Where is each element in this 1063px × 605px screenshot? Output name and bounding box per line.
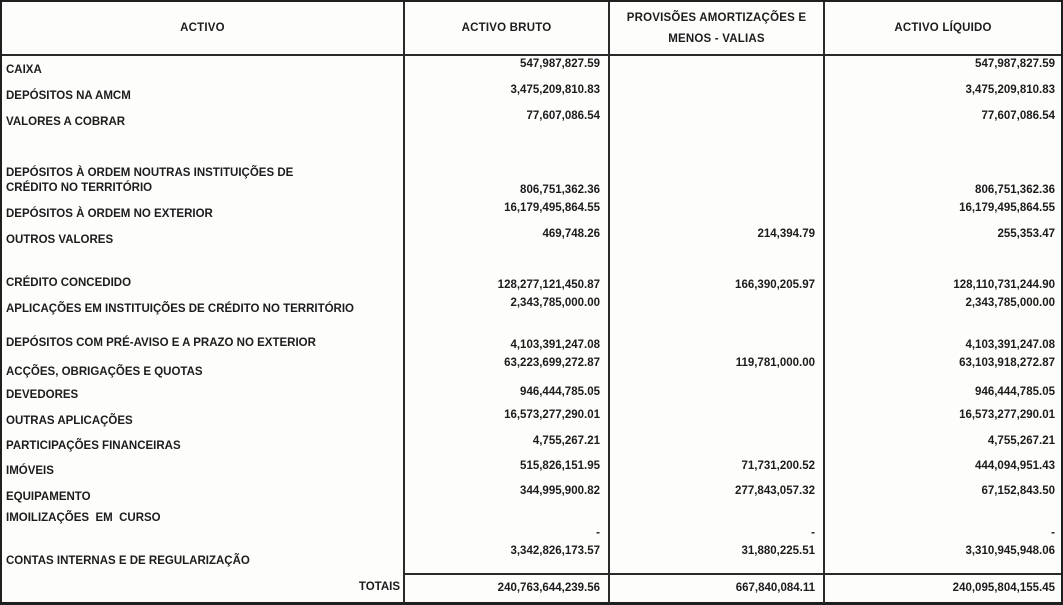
row-label: IMOILIZAÇÕES EM CURSO [6, 512, 161, 524]
row-provisoes [608, 200, 823, 226]
row-activo-liquido: 16,179,495,864.55 [823, 200, 1061, 226]
totals-activo-liquido: 240,095,804,155.45 [823, 573, 1061, 603]
row-activo-bruto: 469,748.26 [403, 226, 608, 252]
totals-label: TOTAIS [358, 580, 400, 593]
row-label: VALORES A COBRAR [6, 116, 126, 128]
table-row-contas-internas [2, 543, 1061, 573]
header-provisoes-line2: MENOS - VALIAS [668, 32, 765, 45]
row-activo-bruto: 63,223,699,272.87 [403, 355, 608, 384]
row-provisoes [608, 134, 823, 200]
row-label: DEPÓSITOS À ORDEM NOUTRAS INSTITUIÇÕES DE CRÉDITO NO TERRITÓRIO [6, 167, 297, 194]
row-activo-bruto: 3,342,826,173.57 [403, 543, 608, 573]
row-label: CONTAS INTERNAS E DE REGULARIZAÇÃO [6, 555, 250, 567]
totals-row [2, 573, 1061, 603]
row-label: CRÉDITO CONCEDIDO [6, 277, 132, 289]
row-label: DEPÓSITOS NA AMCM [6, 90, 131, 102]
table-row-outras-aplicacoes [2, 407, 1061, 433]
table-header-row [2, 2, 1061, 56]
row-activo-liquido: 4,755,267.21 [823, 433, 1061, 458]
table-row-equipamento [2, 483, 1061, 509]
row-label: PARTICIPAÇÕES FINANCEIRAS [6, 440, 181, 452]
table-row-aplicacoes-instituicoes [2, 295, 1061, 321]
row-activo-liquido: 63,103,918,272.87 [823, 355, 1061, 384]
row-provisoes [608, 295, 823, 321]
row-activo-liquido: 16,573,277,290.01 [823, 407, 1061, 433]
table-row-imobilizacoes-em-curso [2, 509, 1061, 543]
row-provisoes: 166,390,205.97 [608, 252, 823, 295]
table-row-credito-concedido [2, 252, 1061, 295]
row-label: ACÇÕES, OBRIGAÇÕES E QUOTAS [6, 366, 203, 378]
row-label: OUTRAS APLICAÇÕES [6, 415, 133, 427]
row-activo-liquido: 128,110,731,244.90 [823, 252, 1061, 295]
row-provisoes: 71,731,200.52 [608, 458, 823, 483]
row-label: DEPÓSITOS À ORDEM NO EXTERIOR [6, 208, 213, 220]
row-activo-bruto: 946,444,785.05 [403, 384, 608, 407]
row-provisoes [608, 108, 823, 134]
row-provisoes [608, 384, 823, 407]
header-activo-liquido-label: ACTIVO LÍQUIDO [894, 22, 992, 34]
table-row-devedores [2, 384, 1061, 407]
table-row-outros-valores [2, 226, 1061, 252]
row-activo-liquido: 547,987,827.59 [823, 56, 1061, 82]
row-provisoes [608, 407, 823, 433]
row-activo-bruto: 515,826,151.95 [403, 458, 608, 483]
row-activo-bruto: 3,475,209,810.83 [403, 82, 608, 108]
row-label: OUTROS VALORES [6, 234, 114, 246]
row-label: EQUIPAMENTO [6, 491, 91, 503]
row-activo-bruto: 16,573,277,290.01 [403, 407, 608, 433]
row-activo-liquido: 77,607,086.54 [823, 108, 1061, 134]
totals-provisoes: 667,840,084.11 [608, 573, 823, 603]
totals-activo-bruto: 240,763,644,239.56 [403, 573, 608, 603]
row-activo-liquido: 3,310,945,948.06 [823, 543, 1061, 573]
row-activo-liquido: - [823, 509, 1061, 543]
row-activo-liquido: 4,103,391,247.08 [823, 321, 1061, 355]
table-row-imoveis [2, 458, 1061, 483]
table-row-caixa [2, 56, 1061, 82]
row-provisoes [608, 321, 823, 355]
row-provisoes [608, 56, 823, 82]
header-activo-bruto-label: ACTIVO BRUTO [461, 22, 552, 34]
row-activo-bruto: 2,343,785,000.00 [403, 295, 608, 321]
header-activo-bruto [403, 2, 608, 54]
row-activo-bruto: 547,987,827.59 [403, 56, 608, 82]
row-provisoes: 277,843,057.32 [608, 483, 823, 509]
row-provisoes [608, 82, 823, 108]
row-activo-bruto: - [403, 509, 608, 543]
row-activo-liquido: 3,475,209,810.83 [823, 82, 1061, 108]
row-activo-bruto: 16,179,495,864.55 [403, 200, 608, 226]
row-activo-liquido: 2,343,785,000.00 [823, 295, 1061, 321]
row-activo-liquido: 255,353.47 [823, 226, 1061, 252]
table-row-participacoes-financeiras [2, 433, 1061, 458]
row-provisoes: 214,394.79 [608, 226, 823, 252]
header-provisoes [608, 2, 823, 54]
row-activo-bruto: 77,607,086.54 [403, 108, 608, 134]
row-label: APLICAÇÕES EM INSTITUIÇÕES DE CRÉDITO NO TERRITÓRIO [6, 303, 355, 315]
row-activo-bruto: 344,995,900.82 [403, 483, 608, 509]
row-provisoes: 31,880,225.51 [608, 543, 823, 573]
header-activo-label: ACTIVO [180, 22, 225, 34]
header-activo [2, 2, 403, 54]
row-label: DEVEDORES [6, 389, 79, 401]
header-provisoes-line1: PROVISÕES AMORTIZAÇÕES E [626, 11, 807, 24]
row-activo-liquido: 67,152,843.50 [823, 483, 1061, 509]
row-activo-liquido: 946,444,785.05 [823, 384, 1061, 407]
row-provisoes: - [608, 509, 823, 543]
table-row-accoes-obrigacoes [2, 355, 1061, 384]
row-activo-liquido: 806,751,362.36 [823, 134, 1061, 200]
table-row-depositos-ordem-territorio [2, 134, 1061, 200]
row-provisoes [608, 433, 823, 458]
row-activo-bruto: 806,751,362.36 [403, 134, 608, 200]
row-label: DEPÓSITOS COM PRÉ-AVISO E A PRAZO NO EXTERIOR [6, 337, 316, 349]
table-row-depositos-amcm [2, 82, 1061, 108]
header-activo-liquido [823, 2, 1061, 54]
table-row-depositos-ordem-exterior [2, 200, 1061, 226]
row-activo-bruto: 4,103,391,247.08 [403, 321, 608, 355]
table-body [2, 56, 1061, 603]
row-activo-bruto: 4,755,267.21 [403, 433, 608, 458]
table-row-depositos-pre-aviso [2, 321, 1061, 355]
row-provisoes: 119,781,000.00 [608, 355, 823, 384]
row-activo-bruto: 128,277,121,450.87 [403, 252, 608, 295]
table-row-valores-a-cobrar [2, 108, 1061, 134]
row-activo-liquido: 444,094,951.43 [823, 458, 1061, 483]
row-label: CAIXA [6, 64, 42, 76]
row-label: IMÓVEIS [6, 465, 54, 477]
